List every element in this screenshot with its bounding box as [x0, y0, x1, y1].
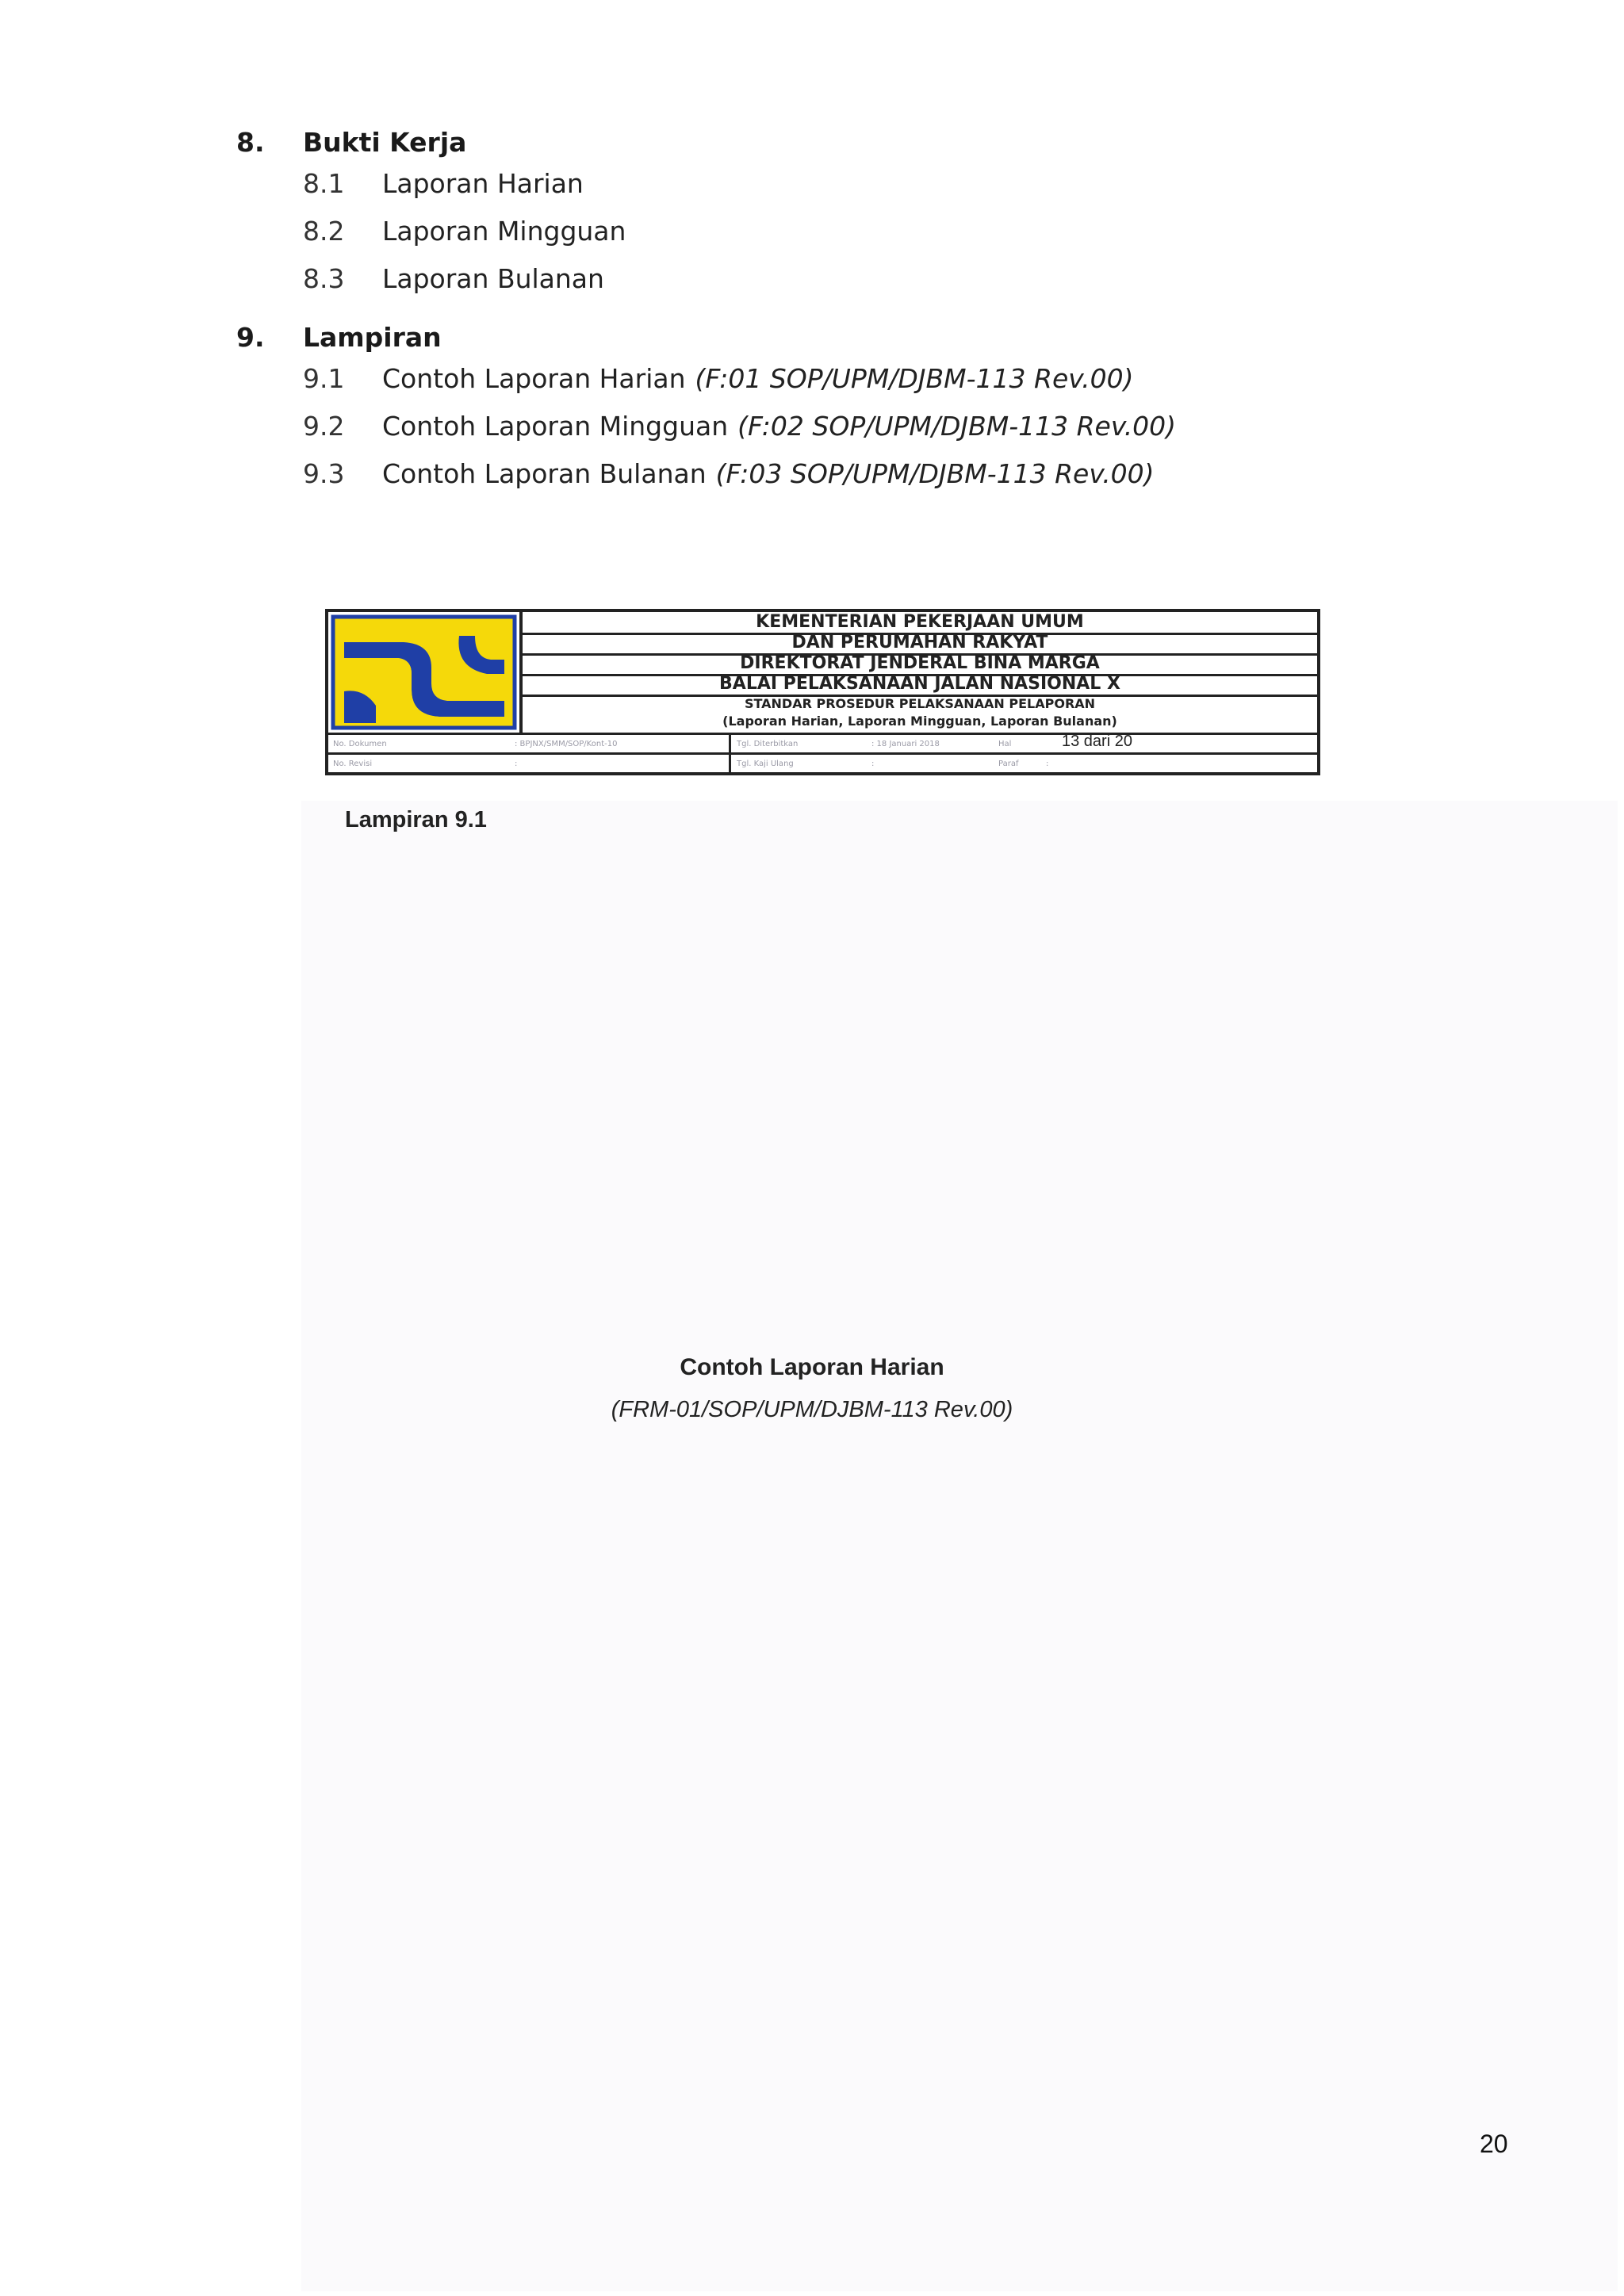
section-number: 9.: [236, 322, 265, 353]
page-number: 20: [1480, 2130, 1508, 2158]
item-number: 9.3: [303, 458, 345, 489]
item-text: [382, 458, 1155, 489]
attachment-title: Contoh Laporan Harian: [680, 1354, 944, 1380]
no-revisi-label: No. Revisi: [333, 760, 373, 768]
header-title-block: [523, 612, 1317, 733]
item-number: 8.3: [303, 263, 345, 294]
paraf-label: Paraf: [998, 760, 1019, 768]
item-number: 8.2: [303, 216, 345, 247]
item-label: Contoh Laporan Harian: [382, 363, 686, 394]
header-balai-line: BALAI PELAKSANAAN JALAN NASIONAL X: [523, 674, 1317, 697]
item-label: Contoh Laporan Bulanan: [382, 458, 707, 489]
tgl-kaji-label: Tgl. Kaji Ulang: [737, 760, 794, 768]
item-number: 9.2: [303, 411, 345, 442]
paraf-value: :: [1046, 760, 1049, 768]
meta-row-1: [328, 733, 1317, 755]
logo-cell: [328, 612, 523, 733]
item-text: [382, 411, 1176, 442]
header-sop-subtitle: (Laporan Harian, Laporan Mingguan, Laporan Bulanan): [722, 714, 1117, 729]
item-text: Laporan Harian: [382, 168, 584, 199]
tgl-kaji-value: :: [871, 760, 875, 768]
item-number: 9.1: [303, 363, 345, 394]
item-reference: (F:02 SOP/UPM/DJBM-113 Rev.00): [737, 411, 1177, 442]
item-text: Laporan Bulanan: [382, 263, 604, 294]
item-number: 8.1: [303, 168, 345, 199]
item-text: Laporan Mingguan: [382, 216, 626, 247]
item-reference: (F:03 SOP/UPM/DJBM-113 Rev.00): [715, 458, 1155, 489]
section-title: Lampiran: [303, 322, 442, 353]
header-ministry-line: KEMENTERIAN PEKERJAAN UMUM: [523, 612, 1317, 635]
item-reference: (F:01 SOP/UPM/DJBM-113 Rev.00): [695, 363, 1134, 394]
no-revisi-value: :: [515, 760, 518, 768]
section-title: Bukti Kerja: [303, 127, 467, 158]
meta-row-2: [328, 752, 1317, 775]
no-dokumen-label: No. Dokumen: [333, 740, 387, 748]
item-text: [382, 363, 1133, 394]
item-label: Contoh Laporan Mingguan: [382, 411, 729, 442]
no-dokumen-value: : BPJNX/SMM/SOP/Kont-10: [515, 740, 618, 748]
attachment-subtitle: (FRM-01/SOP/UPM/DJBM-113 Rev.00): [611, 1397, 1013, 1422]
header-directorate-line: DIREKTORAT JENDERAL BINA MARGA: [523, 653, 1317, 676]
sop-header-form: [325, 609, 1320, 775]
page-reference: 13 dari 20: [1062, 733, 1132, 750]
header-ministry-line-2: DAN PERUMAHAN RAKYAT: [523, 633, 1317, 656]
hal-label: Hal: [998, 740, 1012, 748]
header-sop-title: STANDAR PROSEDUR PELAKSANAAN PELAPORAN: [744, 696, 1096, 711]
pupr-logo-icon: [328, 612, 519, 733]
lampiran-label: Lampiran 9.1: [345, 807, 487, 832]
scanned-area-background: [301, 801, 1618, 2291]
tgl-diterbitkan-label: Tgl. Diterbitkan: [737, 740, 799, 748]
section-number: 8.: [236, 127, 265, 158]
tgl-diterbitkan-value: : 18 Januari 2018: [871, 740, 940, 748]
